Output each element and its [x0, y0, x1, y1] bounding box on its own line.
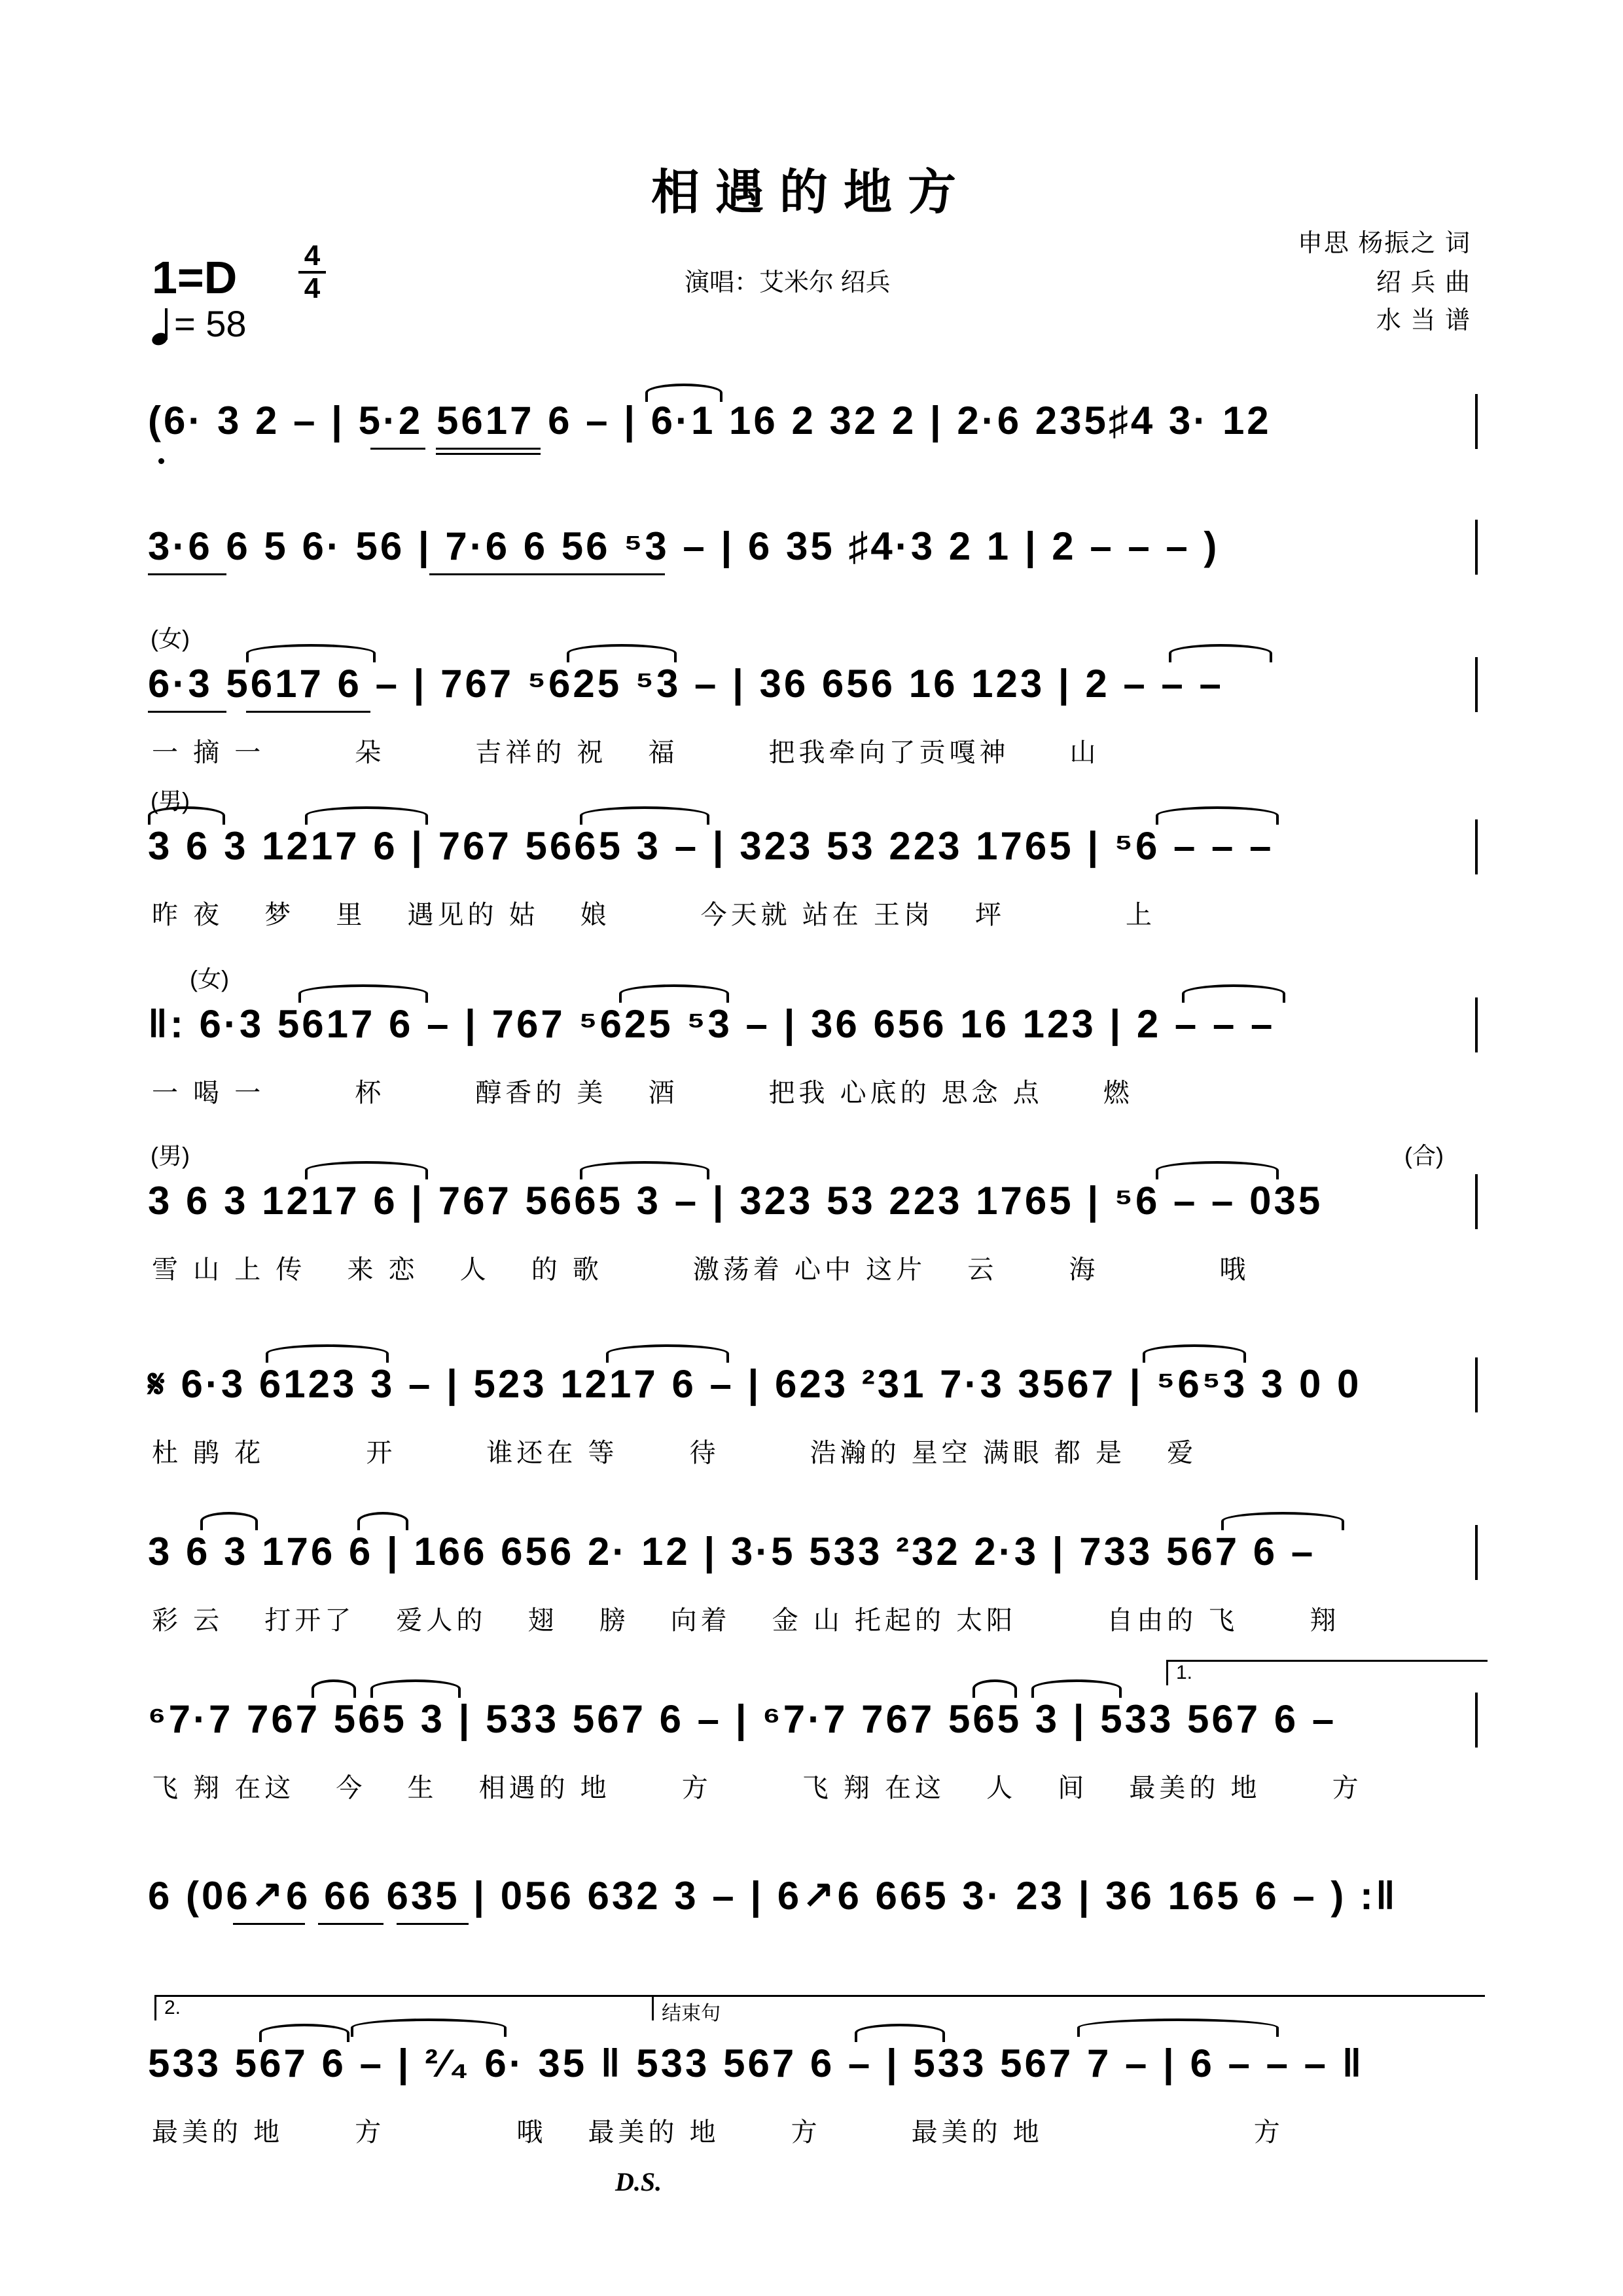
tie [1077, 2018, 1279, 2037]
slur [1156, 1161, 1279, 1179]
slur [305, 1161, 428, 1179]
slur [246, 644, 376, 662]
lyrics-line: 昨 夜 梦 里 遇见的 姑 娘 今天就 站在 王岗 坪 上 [152, 901, 1156, 929]
slur [1031, 1679, 1122, 1698]
lyrics-line: 一 摘 一 朵 吉祥的 祝 福 把我牵向了贡嘎神 山 [152, 738, 1100, 767]
slur [645, 384, 722, 402]
notation: 533 567 6 – | ²⁄₄ 6· 35 ‖ 533 567 6 – | 533 567 7 – | 6 – – – ‖ [148, 2041, 1364, 2085]
beat-underline [148, 573, 226, 575]
slur [580, 1161, 709, 1179]
slur [567, 644, 677, 662]
lyrics-line: 一 喝 一 杯 醇香的 美 酒 把我 心底的 思念 点 燃 [152, 1079, 1133, 1107]
vocal-part-label-chorus: (合) [1404, 1142, 1444, 1169]
lyricist-credit: 申思 杨振之 词 [1297, 230, 1471, 257]
slur [148, 806, 225, 825]
lyrics-line: 飞 翔 在这 今 生 相遇的 地 方 飞 翔 在这 人 间 最美的 地 方 [152, 1774, 1363, 1803]
notation: 6·3 5617 6 – | 767 ⁵625 ⁵3 – | 36 656 16 123 | 2 – – – [148, 662, 1224, 706]
slur [1221, 1512, 1344, 1530]
barline [1475, 657, 1478, 712]
barline [1475, 394, 1478, 449]
barline [1475, 1357, 1478, 1412]
slur [259, 2024, 349, 2042]
notation: 3·6 6 5 6· 56 | 7·6 6 56 ⁵3 – | 6 35 ♯4·3 2 1 | 2 – – – ) [148, 524, 1220, 568]
score-row-9 [148, 1662, 1478, 1860]
notation: 3 6 3 176 6 | 166 656 2· 12 | 3·5 533 ²32 2·3 | 733 567 6 – [148, 1530, 1316, 1573]
barline [1475, 819, 1478, 874]
slur [580, 806, 709, 825]
notation: 3 6 3 1217 6 | 767 5665 3 – | 323 53 223 1765 | ⁵6 – – – [148, 824, 1274, 868]
page-title: 相遇的地方 [651, 165, 972, 219]
barline [1475, 520, 1478, 575]
beat-underline [246, 711, 370, 713]
dal-segno-mark: D.S. [615, 2167, 662, 2197]
slur [266, 1344, 389, 1363]
first-ending-bracket: 1. [1166, 1660, 1488, 1685]
transcriber-credit: 水 当 谱 [1376, 307, 1471, 334]
barline [1475, 1693, 1478, 1748]
octave-dot [158, 458, 164, 464]
beat-underline [397, 1923, 469, 1925]
beat-underline [233, 1923, 305, 1925]
notation: (6· 3 2 – | 5·2 5617 6 – | 6·1 16 2 32 2 | 2·6 235♯4 3· 12 [148, 399, 1272, 442]
lyrics-line: 杜 鹃 花 开 谁还在 等 待 浩瀚的 星空 满眼 都 是 爱 [152, 1439, 1198, 1467]
score-row-7 [148, 1361, 1478, 1525]
notation: 𝄋 6·3 6123 3 – | 523 1217 6 – | 623 ²31 7·3 3567 | ⁵6⁵3 3 0 0 [148, 1362, 1362, 1406]
slur [855, 2024, 945, 2042]
composer-credit: 绍 兵 曲 [1376, 269, 1471, 296]
slur [972, 1679, 1017, 1698]
slur [312, 1679, 356, 1698]
slur [357, 1512, 408, 1530]
time-sig-bottom: 4 [304, 272, 321, 304]
notation: ‖: 6·3 5617 6 – | 767 ⁵625 ⁵3 – | 36 656 16 123 | 2 – – – [148, 1002, 1275, 1046]
slur [606, 1344, 729, 1363]
quarter-note-icon [152, 308, 174, 345]
slur [1182, 984, 1285, 1003]
slur [1156, 806, 1279, 825]
lyrics-line: 彩 云 打开了 爱人的 翅 膀 向着 金 山 托起的 太阳 自由的 飞 翔 [152, 1606, 1340, 1635]
score-row-5 [148, 965, 1478, 1165]
beat-underline [429, 573, 665, 575]
score-row-4 [148, 787, 1478, 987]
vocal-part-label: (男) [151, 787, 190, 814]
slur [1143, 1344, 1246, 1363]
barline [1475, 1525, 1478, 1580]
lyrics-line: 最美的 地 方 哦 最美的 地 方 最美的 地 方 [152, 2118, 1284, 2147]
tie [351, 2018, 507, 2037]
slur [619, 984, 729, 1003]
singer-credit: 演唱：艾米尔 绍兵 [685, 269, 891, 296]
vocal-part-label: (男) [151, 1142, 190, 1169]
beat-underline [370, 448, 425, 450]
key-signature: 1=D [152, 252, 238, 303]
slur [298, 984, 428, 1003]
lyrics-line: 雪 山 上 传 来 恋 人 的 歌 激荡着 心中 这片 云 海 哦 [152, 1255, 1250, 1284]
score-row-3 [148, 625, 1478, 825]
tempo-value: = 58 [174, 303, 247, 344]
beat-underline [318, 1923, 383, 1925]
notation: 3 6 3 1217 6 | 767 5665 3 – | 323 53 223 1765 | ⁵6 – – 035 [148, 1179, 1323, 1223]
second-ending-bracket: 2. [154, 1995, 734, 2020]
barline [1475, 997, 1478, 1052]
score-row-6 [148, 1142, 1478, 1342]
slur [200, 1512, 258, 1530]
vocal-part-label: (女) [190, 965, 229, 992]
slur [370, 1679, 461, 1698]
tempo-marking [152, 302, 247, 345]
beat-underline [436, 453, 541, 455]
beat-underline [436, 448, 541, 450]
time-signature [296, 241, 329, 304]
slur [1169, 644, 1272, 662]
notation: ⁶7·7 767 565 3 | 533 567 6 – | ⁶7·7 767 565 3 | 533 567 6 – [148, 1697, 1337, 1741]
time-sig-top: 4 [304, 240, 321, 272]
coda-ending-bracket: 结束句 [652, 1995, 1485, 2020]
vocal-part-label: (女) [151, 625, 190, 652]
score-row-11 [148, 1997, 1478, 2204]
slur [305, 806, 428, 825]
notation: 6 (06↗6 66 635 | 056 632 3 – | 6↗6 665 3· 23 | 36 165 6 – ) :‖ [148, 1874, 1398, 1918]
barline [1475, 1174, 1478, 1229]
beat-underline [148, 711, 226, 713]
